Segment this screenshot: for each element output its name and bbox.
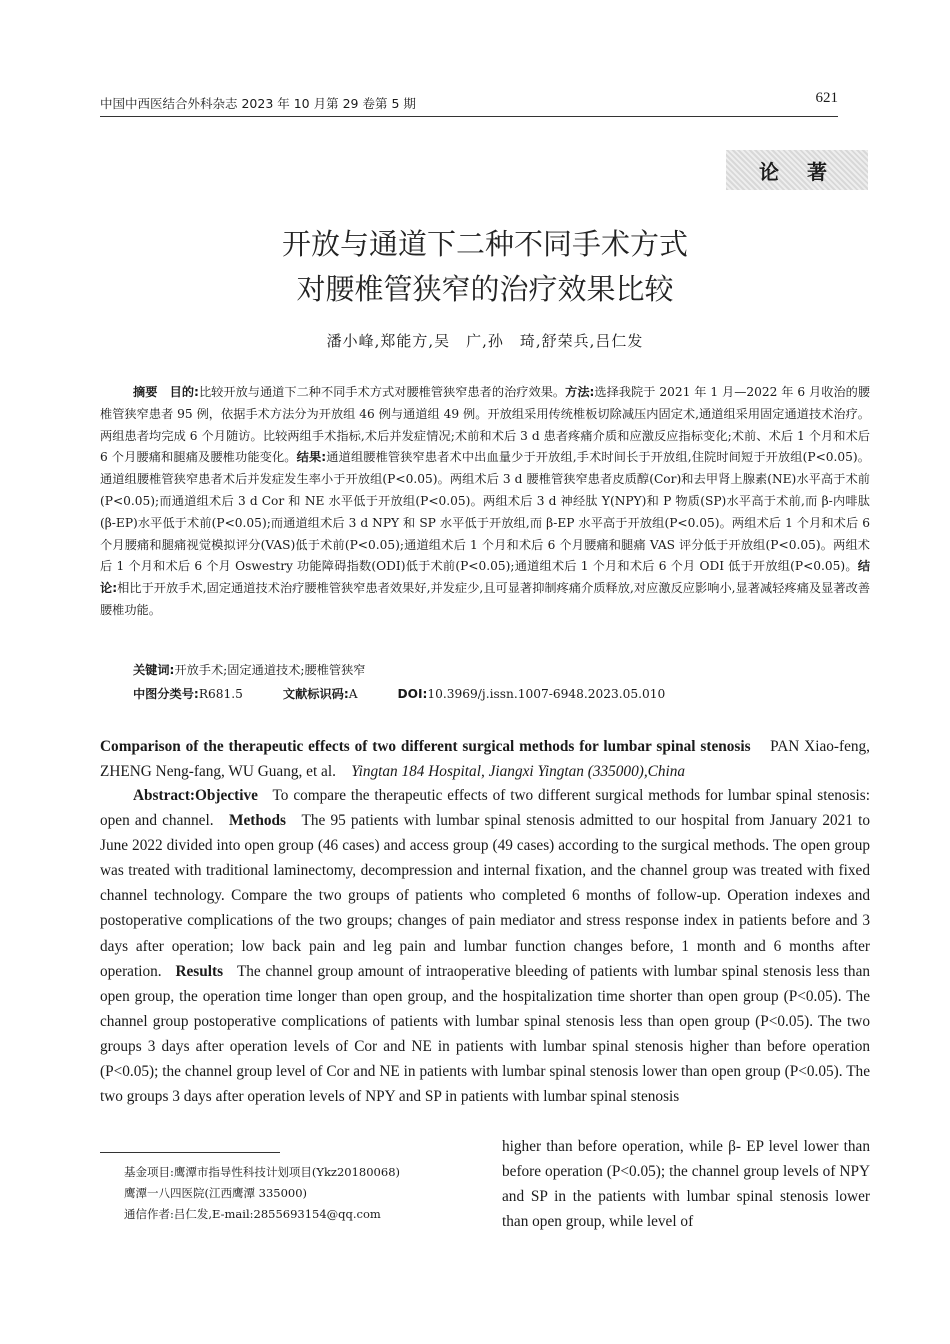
title-line-2: 对腰椎管狭窄的治疗效果比较 [296,272,674,306]
doi-label: DOI: [397,687,428,701]
english-title: Comparison of the therapeutic effects of two different surgical methods for lumbar spinal stenosis [100,738,751,755]
objective-label: 目的: [169,385,199,399]
page-number: 621 [815,90,838,106]
footnote-fund: 基金项目:鹰潭市指导性科技计划项目(Ykz20180068) [124,1165,400,1179]
footnote-affiliation: 鹰潭一八四医院(江西鹰潭 335000) [124,1186,308,1200]
section-tag: 论著 [726,150,868,190]
title-line-1: 开放与通道下二种不同手术方式 [281,227,688,261]
english-abstract-continued: higher than before operation, while β- EP level lower than before operation (P<0.05); the channel group levels of NPY and SP in the patients with lumbar spinal stenosis lower than open group, while level of [502,1138,870,1231]
doc-code: A [348,687,358,701]
results-label: 结果: [296,450,327,465]
conclusion-text: 相比于开放手术,固定通道技术治疗腰椎管狭窄患者效果好,并发症少,且可显著抑制疼痛介质释放,对应激反应影响小,显著减轻疼痛及显著改善腰椎功能。 [100,581,871,617]
running-header: 中国中西医结合外科杂志 2023 年 10 月第 29 卷第 5 期 [100,96,416,111]
keywords [100,660,903,682]
methods-label: 方法: [565,385,595,399]
footnotes [124,1162,400,1225]
en-results-label: Results [175,962,224,980]
classification-line [100,684,903,706]
footnote-correspondence: 通信作者:吕仁发,E-mail:2855693154@qq.com [124,1207,381,1221]
en-objective-text: To compare the therapeutic effects of two different surgical methods for lumbar spinal stenosis: open and channel. [100,787,870,830]
abstract-label: 摘要 [133,385,158,399]
article-title [100,222,870,312]
en-abstract-label: Abstract: [133,787,196,804]
keywords-text: 开放手术;固定通道技术;腰椎管狭窄 [174,663,366,677]
header-rule [100,116,838,117]
en-methods-label: Methods [229,812,286,830]
en-methods-text: The 95 patients with lumbar spinal stenosis admitted to our hospital from January 2021 to June 2022 divided into open group (46 cases) and access group (49 cases) according to the surgical methods. The open group was treated with traditional laminectomy, decompression and internal fixation, and the channel group was treated with fixed channel technology. Compare the two groups of patients who completed 6 months of follow-up. Operation indexes and postoperative complications of the two groups; changes of pain mediator and stress response index in patients before and 3 days after operation; low back pain and leg pain and lumbar function changes before, 1 month and 6 months after operation. [100,812,870,980]
chinese-abstract [100,382,870,622]
en-results-text: The channel group amount of intraoperative bleeding of patients with lumbar spinal stenosis less than open group, the operation time longer than open group, and the hospitalization time shorter than open group (P<0.05). The channel group postoperative complications of patients with lumbar spinal stenosis less than open group (P<0.05). The two groups 3 days after operation levels of Cor and NE in patients with lumbar spinal stenosis higher than before operation (P<0.05); the channel group level of Cor and NE in patients with lumbar spinal stenosis lower than open group (P<0.05). The two groups 3 days after operation levels of NPY and SP in patients with lumbar spinal stenosis [100,962,871,1106]
english-authors: PAN Xiao-feng, ZHENG Neng-fang, WU Guang, et al. [100,738,871,781]
english-abstract [100,783,870,1109]
keywords-label: 关键词: [133,663,175,677]
clc-code: R681.5 [198,687,243,701]
doi-value: 10.3969/j.issn.1007-6948.2023.05.010 [427,687,666,701]
objective-text: 比较开放与通道下二种不同手术方式对腰椎管狭窄患者的治疗效果。 [198,385,566,399]
conclusion-label: 结论: [100,559,870,596]
en-objective-label: Objective [195,787,258,804]
methods-text: 选择我院于 2021 年 1 月—2022 年 6 月收治的腰椎管狭窄患者 95 例，依据手术方法分为开放组 46 例与通道组 49 例。开放组采用传统椎板切除减压内固定术,通道组采用固定通道技术治疗。两组患者均完成 6 个月随访。比较两组手术指标,术后并发症情况;术前和术后 3 d 患者疼痛介质和应激反应指标变化;术前、术后 1 个月和术后 6 个月腰痛和腿痛及腰椎功能变化。 [100,385,871,465]
english-title-block [100,734,870,784]
english-affiliation: Yingtan 184 Hospital, Jiangxi Yingtan (335000),China [351,763,686,781]
results-text: 通道组腰椎管狭窄患者术中出血量少于开放组,手术时间长于开放组,住院时间短于开放组(P<0.05)。通道组腰椎管狭窄患者术后并发症发生率小于开放组(P<0.05)。两组术后 3 d 腰椎管狭窄患者皮质醇(Cor)和去甲肾上腺素(NE)水平高于术前(P<0.05);而通道组术后 3 d Cor 和 NE 水平低于开放组(P<0.05)。两组术后 3 d 神经肽 Y(NPY)和 P 物质(SP)水平高于术前,而 β-内啡肽(β-EP)水平低于术前(P<0.05);而通道组术后 3 d NPY 和 SP 水平低于开放组,而 β-EP 水平高于开放组(P<0.05)。两组术后 1 个月和术后 6 个月腰痛和腿痛视觉模拟评分(VAS)低于术前(P<0.05);通道组术后 1 个月和术后 6 个月腰痛和腿痛 VAS 评分低于开放组(P<0.05)。两组术后 1 个月和术后 6 个月 Oswestry 功能障碍指数(ODI)低于术前(P<0.05);通道组术后 1 个月和术后 6 个月 ODI 低于开放组(P<0.05)。 [100,450,870,574]
doc-code-label: 文献标识码: [282,687,349,701]
clc-label: 中图分类号: [133,687,199,701]
footnote-rule [100,1152,280,1153]
author-list: 潘小峰,郑能方,吴 广,孙 琦,舒荣兵,吕仁发 [326,332,644,350]
